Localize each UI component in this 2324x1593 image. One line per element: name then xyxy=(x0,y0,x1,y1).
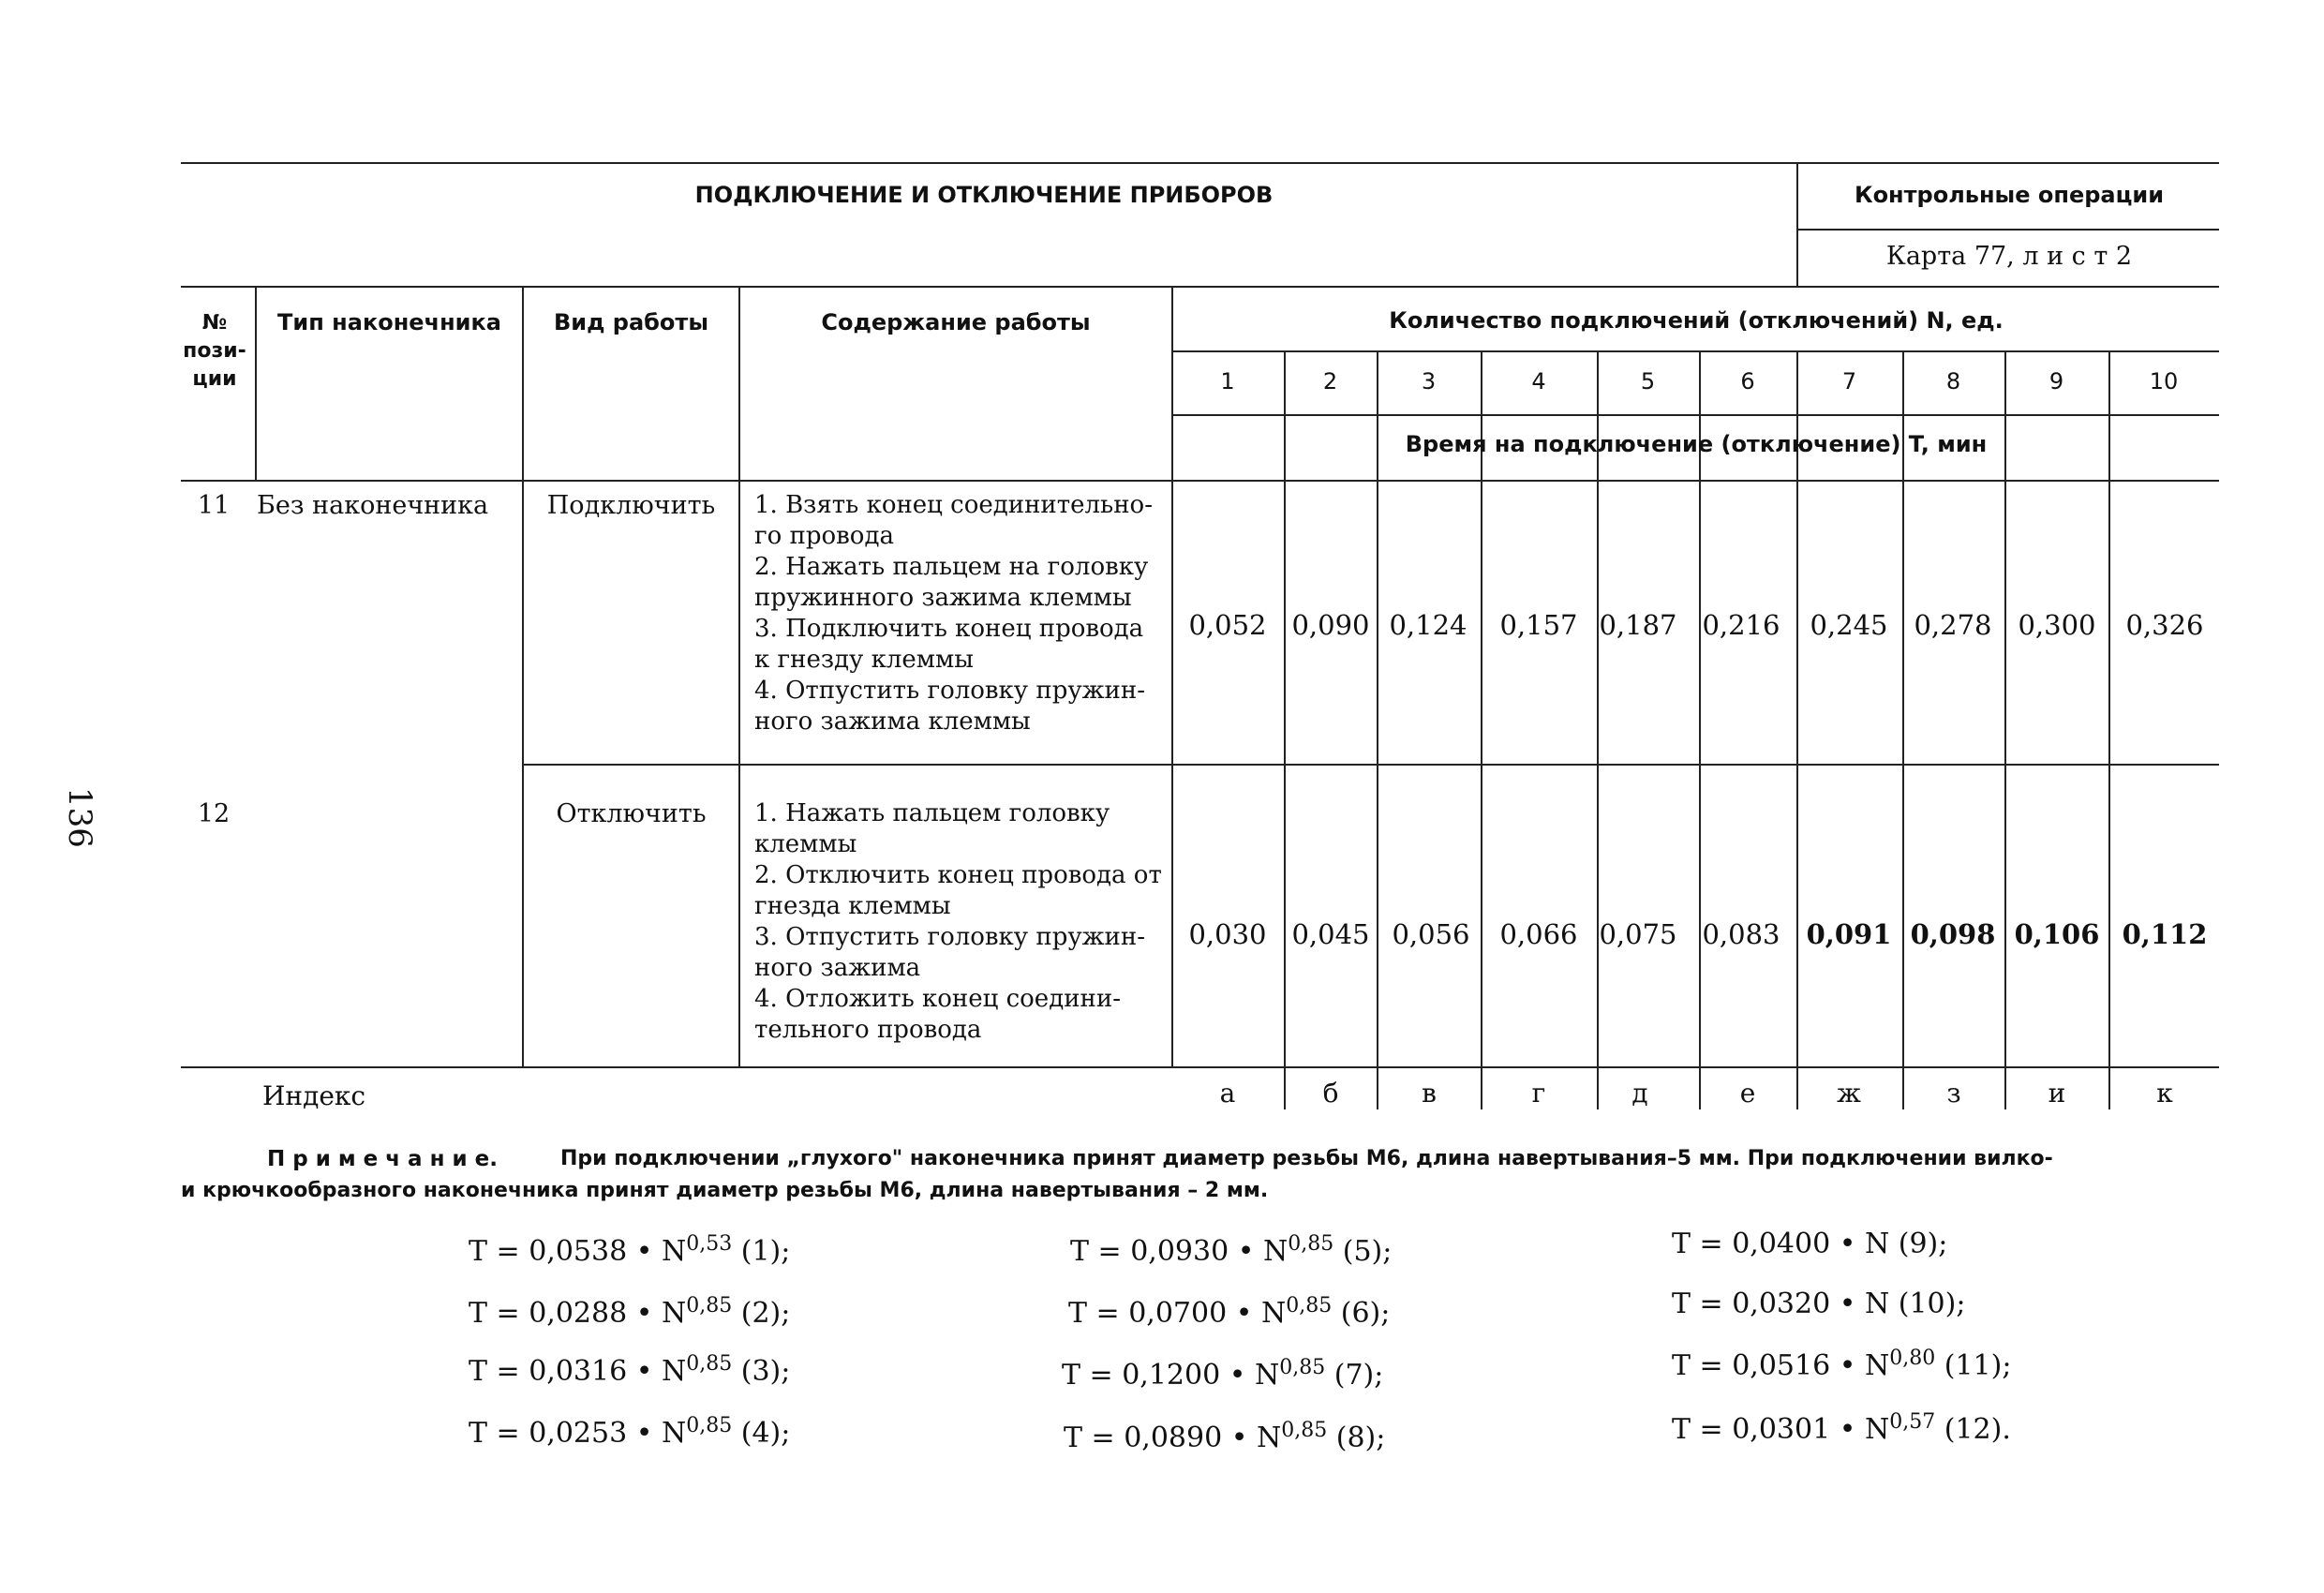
val-divider-1 xyxy=(1284,350,1286,1109)
content-line: 3. Отпустить головку пружин- xyxy=(754,923,1146,951)
content-line: 3. Подключить конец провода xyxy=(754,615,1144,643)
col-content: Содержание работы xyxy=(821,309,1091,335)
formula-3 xyxy=(469,1352,791,1388)
formula-base: T = 0,1200 • N xyxy=(1062,1359,1280,1392)
header-bottom-rule xyxy=(181,286,2219,288)
row-12-work: Отключить xyxy=(556,799,707,828)
index-letter-2: б xyxy=(1322,1078,1339,1109)
formula-base: T = 0,0320 • N (10); xyxy=(1672,1288,1966,1320)
note-label: П р и м е ч а н и е. xyxy=(267,1147,498,1171)
formula-base: T = 0,0301 • N xyxy=(1672,1413,1890,1446)
formula-base: T = 0,0316 • N xyxy=(469,1355,687,1388)
row-12-value-10: 0,112 xyxy=(2122,918,2208,950)
val-divider-5 xyxy=(1699,350,1701,1109)
row-11-value-2: 0,090 xyxy=(1291,609,1370,641)
content-line: 1. Взять конец соединительно- xyxy=(754,491,1153,519)
row-12-content xyxy=(754,798,1171,1046)
note-line-2: и крючкообразного наконечника принят диаметр резьбы М6, длина навертывания – 2 мм. xyxy=(181,1179,1269,1202)
row-12-value-9: 0,106 xyxy=(2014,918,2100,950)
section-label: Контрольные операции xyxy=(1854,182,2165,208)
formula-tail: (12). xyxy=(1935,1413,2011,1446)
formula-base: T = 0,0890 • N xyxy=(1064,1422,1282,1454)
formula-tail: (4); xyxy=(732,1417,791,1450)
content-line: ного зажима xyxy=(754,954,921,982)
val-divider-2 xyxy=(1377,350,1378,1109)
col-divider-2 xyxy=(522,286,524,1066)
content-line: 4. Отложить конец соедини- xyxy=(754,985,1121,1013)
row-11-content xyxy=(754,490,1171,737)
content-line: тельного провода xyxy=(754,1016,982,1044)
count-10: 10 xyxy=(2149,368,2179,395)
row-11-value-6: 0,216 xyxy=(1702,609,1780,641)
formula-1 xyxy=(469,1232,791,1268)
formula-6 xyxy=(1068,1294,1391,1330)
counts-top-rule xyxy=(1171,350,2219,352)
index-letter-5: д xyxy=(1631,1078,1648,1109)
table-top-rule xyxy=(181,162,2219,164)
content-line: к гнезду клеммы xyxy=(754,646,974,674)
index-letter-1: а xyxy=(1219,1078,1236,1109)
columns-bottom-rule xyxy=(181,480,2219,482)
content-line: ного зажима клеммы xyxy=(754,707,1031,736)
formula-tail: (7); xyxy=(1325,1359,1384,1392)
formula-9 xyxy=(1672,1228,1947,1260)
count-7: 7 xyxy=(1841,368,1857,395)
content-line: гнезда клеммы xyxy=(754,892,951,920)
formula-4 xyxy=(469,1414,791,1450)
formula-tail: (5); xyxy=(1333,1235,1393,1268)
count-2: 2 xyxy=(1322,368,1338,395)
row-12-value-1: 0,030 xyxy=(1188,918,1267,950)
formula-exponent: 0,85 xyxy=(1288,1232,1334,1256)
row-12-value-6: 0,083 xyxy=(1702,918,1780,950)
index-letter-3: в xyxy=(1422,1078,1437,1109)
val-divider-7 xyxy=(1902,350,1904,1109)
row-12-value-5: 0,075 xyxy=(1599,918,1677,950)
val-divider-3 xyxy=(1481,350,1482,1109)
formula-12 xyxy=(1672,1410,2011,1446)
index-letter-7: ж xyxy=(1837,1078,1861,1109)
index-letter-9: и xyxy=(2048,1078,2066,1109)
content-line: клеммы xyxy=(754,830,857,858)
val-divider-4 xyxy=(1597,350,1599,1109)
row-12-position: 12 xyxy=(197,799,231,828)
formula-exponent: 0,85 xyxy=(686,1294,733,1318)
val-divider-6 xyxy=(1796,350,1798,1109)
col-divider-3 xyxy=(738,286,740,1066)
count-6: 6 xyxy=(1740,368,1755,395)
content-line: 2. Отключить конец провода от xyxy=(754,861,1162,889)
formula-7 xyxy=(1062,1356,1384,1392)
formula-base: T = 0,0538 • N xyxy=(469,1235,687,1268)
formula-tail: (8); xyxy=(1327,1422,1386,1454)
table-bottom-rule xyxy=(181,1066,2219,1068)
col-divider-4 xyxy=(1171,286,1173,1066)
content-line: 4. Отпустить головку пружин- xyxy=(754,677,1146,705)
counts-bottom-rule xyxy=(1171,414,2219,416)
row-11-value-4: 0,157 xyxy=(1499,609,1578,641)
row-12-value-8: 0,098 xyxy=(1910,918,1996,950)
content-line: 1. Нажать пальцем головку xyxy=(754,799,1110,827)
row-divider xyxy=(522,764,2219,766)
content-line: 2. Нажать пальцем на головку xyxy=(754,553,1149,581)
formula-tail: (6); xyxy=(1332,1297,1391,1330)
page-title: ПОДКЛЮЧЕНИЕ И ОТКЛЮЧЕНИЕ ПРИБОРОВ xyxy=(694,182,1274,208)
formula-exponent: 0,85 xyxy=(686,1414,733,1437)
formula-tail: (11); xyxy=(1935,1349,2012,1382)
formula-base: T = 0,0288 • N xyxy=(469,1297,687,1330)
formula-8 xyxy=(1064,1419,1386,1454)
formula-exponent: 0,85 xyxy=(1286,1294,1333,1318)
index-label: Индекс xyxy=(262,1080,366,1111)
formula-tail: (1); xyxy=(732,1235,791,1268)
title-divider xyxy=(1796,162,1798,286)
card-label: Карта 77, л и с т 2 xyxy=(1885,242,2133,271)
count-1: 1 xyxy=(1220,368,1235,395)
index-letter-4: г xyxy=(1531,1078,1546,1109)
index-letter-8: з xyxy=(1946,1078,1961,1109)
row-11-value-7: 0,245 xyxy=(1810,609,1888,641)
row-12-value-2: 0,045 xyxy=(1291,918,1370,950)
row-11-work: Подключить xyxy=(546,491,716,520)
row-11-tip: Без наконечника xyxy=(257,491,489,520)
index-letter-10: к xyxy=(2156,1078,2173,1109)
formula-10 xyxy=(1672,1288,1965,1320)
row-12-value-3: 0,056 xyxy=(1392,918,1470,950)
content-line: пружинного зажима клеммы xyxy=(754,584,1132,612)
col-time-header: Время на подключение (отключение) T, мин xyxy=(1405,431,1988,457)
formula-exponent: 0,85 xyxy=(1281,1419,1328,1442)
formula-exponent: 0,85 xyxy=(686,1352,733,1376)
formula-base: T = 0,0253 • N xyxy=(469,1417,687,1450)
val-divider-8 xyxy=(2004,350,2006,1109)
content-line: го провода xyxy=(754,522,894,550)
count-8: 8 xyxy=(1945,368,1961,395)
col-work-type: Вид работы xyxy=(553,309,709,335)
row-11-value-9: 0,300 xyxy=(2018,609,2096,641)
formula-exponent: 0,80 xyxy=(1889,1347,1936,1370)
col-tip-type: Тип наконечника xyxy=(277,309,501,335)
col-position: № пози-ции xyxy=(183,311,246,391)
note-line-1: При подключении „глухого" наконечника принят диаметр резьбы М6, длина навертывания–5 мм. При подключении вилко- xyxy=(560,1147,2053,1170)
row-11-position: 11 xyxy=(197,491,231,520)
row-11-value-3: 0,124 xyxy=(1389,609,1467,641)
row-12-value-4: 0,066 xyxy=(1499,918,1578,950)
count-3: 3 xyxy=(1421,368,1437,395)
card-divider xyxy=(1796,229,2219,231)
val-divider-9 xyxy=(2108,350,2110,1109)
row-11-value-5: 0,187 xyxy=(1599,609,1677,641)
formula-tail: (2); xyxy=(732,1297,791,1330)
row-11-value-10: 0,326 xyxy=(2125,609,2204,641)
row-11-value-8: 0,278 xyxy=(1914,609,1992,641)
formula-base: T = 0,0400 • N (9); xyxy=(1672,1228,1948,1260)
formula-base: T = 0,0700 • N xyxy=(1068,1297,1287,1330)
row-11-value-1: 0,052 xyxy=(1188,609,1267,641)
formula-exponent: 0,57 xyxy=(1889,1410,1936,1434)
row-12-value-7: 0,091 xyxy=(1806,918,1892,950)
count-4: 4 xyxy=(1531,368,1546,395)
count-9: 9 xyxy=(2048,368,2064,395)
formula-2 xyxy=(469,1294,791,1330)
formula-11 xyxy=(1672,1349,2011,1382)
formula-exponent: 0,53 xyxy=(686,1232,733,1256)
count-5: 5 xyxy=(1640,368,1656,395)
formula-5 xyxy=(1070,1232,1393,1268)
page-number: 136 xyxy=(61,787,98,848)
formula-exponent: 0,85 xyxy=(1279,1356,1326,1379)
index-letter-6: е xyxy=(1739,1078,1756,1109)
formula-base: T = 0,0930 • N xyxy=(1070,1235,1289,1268)
col-count-header: Количество подключений (отключений) N, ед. xyxy=(1389,307,2004,334)
formula-base: T = 0,0516 • N xyxy=(1672,1349,1890,1382)
formula-tail: (3); xyxy=(732,1355,791,1388)
